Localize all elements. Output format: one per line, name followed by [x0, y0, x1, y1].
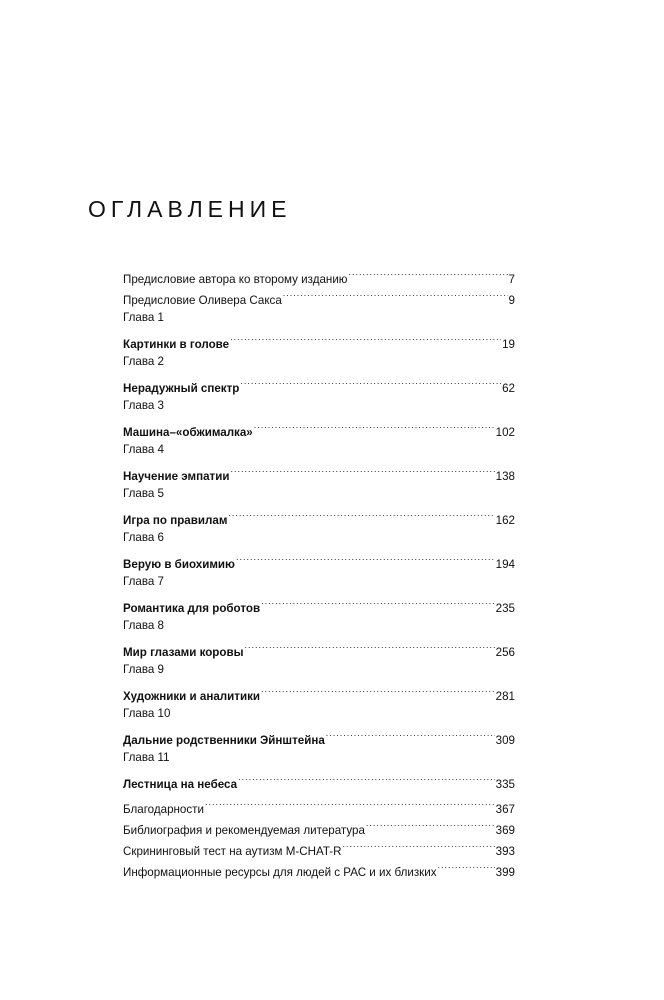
chapter-page: 281	[495, 690, 515, 703]
chapter-block	[123, 616, 515, 659]
leader-dots	[236, 547, 495, 568]
leader-dots	[228, 503, 494, 524]
toc-entry-title: Предисловие автора ко второму изданию	[123, 273, 348, 286]
chapter-block	[123, 572, 515, 615]
chapter-page: 335	[495, 778, 515, 791]
chapter-page: 19	[502, 338, 515, 351]
chapter-block	[123, 528, 515, 571]
chapter-block	[123, 352, 515, 395]
chapter-label: Глава 4	[123, 443, 164, 456]
leader-dots	[366, 813, 495, 834]
chapter-entry[interactable]	[123, 767, 515, 791]
toc-entry-page: 367	[495, 803, 515, 816]
leader-dots	[349, 262, 508, 283]
leader-dots	[254, 415, 495, 436]
chapter-page: 62	[502, 382, 515, 395]
toc-entry-page: 393	[495, 845, 515, 858]
chapter-entry[interactable]	[123, 459, 515, 483]
leader-dots	[230, 327, 501, 348]
chapter-title: Научение эмпатии	[123, 470, 230, 483]
chapter-title: Романтика для роботов	[123, 602, 261, 615]
chapter-label: Глава 7	[123, 575, 164, 588]
chapter-title: Машина–«обжималка»	[123, 426, 253, 439]
page-title: ОГЛАВЛЕНИЕ	[88, 196, 292, 222]
leader-dots	[343, 834, 495, 855]
chapter-label: Глава 2	[123, 355, 164, 368]
toc-entry-title: Благодарности	[123, 803, 204, 816]
leader-dots	[326, 723, 495, 744]
chapter-block	[123, 748, 515, 791]
chapter-entry[interactable]	[123, 415, 515, 439]
chapter-page: 102	[495, 426, 515, 439]
chapter-entry[interactable]	[123, 635, 515, 659]
toc-entry-page: 369	[495, 824, 515, 837]
leader-dots	[240, 371, 501, 392]
chapter-title: Художники и аналитики	[123, 690, 261, 703]
toc-entry-title: Скрининговый тест на аутизм M-CHAT-R	[123, 845, 342, 858]
chapter-title: Дальние родственники Эйнштейна	[123, 734, 325, 747]
chapter-title: Картинки в голове	[123, 338, 230, 351]
toc-entry-page: 7	[508, 273, 515, 286]
chapter-entry[interactable]	[123, 327, 515, 351]
chapter-page: 138	[495, 470, 515, 483]
chapter-label: Глава 11	[123, 751, 170, 764]
table-of-contents	[123, 262, 515, 879]
chapter-block	[123, 396, 515, 439]
chapter-title: Мир глазами коровы	[123, 646, 244, 659]
chapter-entry[interactable]	[123, 679, 515, 703]
chapter-label: Глава 8	[123, 619, 164, 632]
chapter-title: Игра по правилам	[123, 514, 228, 527]
chapter-page: 235	[495, 602, 515, 615]
chapter-page: 194	[495, 558, 515, 571]
chapter-block	[123, 704, 515, 747]
chapter-title: Верую в биохимию	[123, 558, 235, 571]
leader-dots	[205, 792, 495, 813]
chapter-page: 162	[495, 514, 515, 527]
chapter-block	[123, 660, 515, 703]
toc-entry-title: Информационные ресурсы для людей с РАС и их близких	[123, 866, 437, 879]
chapter-block	[123, 484, 515, 527]
chapter-entry[interactable]	[123, 503, 515, 527]
leader-dots	[245, 635, 495, 656]
chapter-label: Глава 3	[123, 399, 164, 412]
chapter-entry[interactable]	[123, 547, 515, 571]
toc-entry-page: 399	[495, 866, 515, 879]
chapter-label: Глава 9	[123, 663, 164, 676]
toc-entry[interactable]	[123, 262, 515, 286]
toc-entry-title: Предисловие Оливера Сакса	[123, 294, 282, 307]
leader-dots	[230, 459, 494, 480]
chapter-page: 256	[495, 646, 515, 659]
chapter-label: Глава 10	[123, 707, 171, 720]
chapter-label: Глава 6	[123, 531, 164, 544]
chapter-title: Лестница на небеса	[123, 778, 238, 791]
leader-dots	[261, 679, 495, 700]
chapter-block	[123, 440, 515, 483]
chapter-label: Глава 5	[123, 487, 164, 500]
leader-dots	[283, 283, 508, 304]
chapter-label: Глава 1	[123, 311, 164, 324]
leader-dots	[261, 591, 495, 612]
chapter-page: 309	[495, 734, 515, 747]
toc-entry-page: 9	[508, 294, 515, 307]
toc-entry[interactable]	[123, 792, 515, 816]
chapter-block	[123, 308, 515, 351]
chapter-entry[interactable]	[123, 591, 515, 615]
chapter-entry[interactable]	[123, 723, 515, 747]
leader-dots	[238, 767, 495, 788]
leader-dots	[438, 855, 495, 876]
chapter-title: Нерадужный спектр	[123, 382, 240, 395]
toc-entry-title: Библиография и рекомендуемая литература	[123, 824, 365, 837]
chapter-entry[interactable]	[123, 371, 515, 395]
